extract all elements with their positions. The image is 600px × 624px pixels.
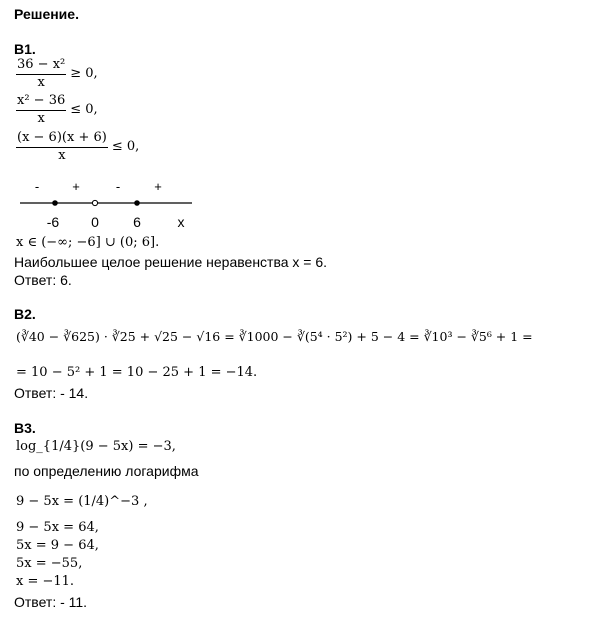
- b1-answer: Ответ: 6.: [14, 272, 72, 288]
- b3-line3: 9 − 5x = 64,: [16, 520, 99, 535]
- b1-line2-numerator: x² − 36: [16, 94, 66, 111]
- b1-line2-denominator: x: [37, 110, 45, 126]
- axis-tick-0: 0: [91, 214, 99, 230]
- axis-var-label: x: [177, 214, 185, 230]
- axis-point-6: [134, 200, 140, 206]
- b3-line1: log_{1/4}(9 − 5x) = −3,: [16, 439, 176, 454]
- b3-title: B3.: [14, 420, 36, 436]
- b1-title: B1.: [14, 41, 36, 57]
- b1-line2-relation: ≤ 0,: [70, 101, 98, 117]
- b1-line2: [16, 94, 98, 127]
- b3-line2: 9 − 5x = (1/4)^−3 ,: [16, 494, 148, 509]
- axis-tick-minus-6: -6: [46, 214, 60, 230]
- b1-line3-denominator: x: [58, 147, 66, 163]
- b3-line5: 5x = −55,: [16, 556, 83, 571]
- b1-line1-numerator: 36 − x²: [16, 58, 66, 75]
- axis-tick-6: 6: [133, 214, 141, 230]
- b2-line1: (∛40 − ∛625) · ∛25 + √25 − √16 = ∛1000 − ∛(5⁴ · 5²) + 5 − 4 = ∛10³ − ∛5⁶ + 1 =: [16, 329, 533, 344]
- b1-number-line: [0, 180, 220, 232]
- b1-line1-denominator: x: [37, 74, 45, 90]
- b1-line1-fraction: [16, 58, 66, 91]
- axis-point-minus-6: [52, 200, 58, 206]
- b1-line1: [16, 58, 98, 91]
- axis-sign-4: +: [154, 180, 162, 194]
- b1-line3-fraction: [16, 131, 108, 164]
- axis-point-0: [92, 200, 97, 205]
- b3-line4: 5x = 9 − 64,: [16, 538, 99, 553]
- b1-line1-relation: ≥ 0,: [70, 65, 98, 81]
- page-heading: Решение.: [14, 6, 79, 22]
- b2-title: B2.: [14, 306, 36, 322]
- b1-line3: [16, 131, 139, 164]
- b1-text1: Наибольшее целое решение неравенства x = 6.: [14, 254, 328, 270]
- b2-line2: = 10 − 5² + 1 = 10 − 25 + 1 = −14.: [16, 365, 258, 380]
- b1-line3-numerator: (x − 6)(x + 6): [16, 131, 108, 148]
- b1-line3-relation: ≤ 0,: [111, 138, 140, 154]
- axis-sign-3: -: [115, 180, 121, 194]
- b3-text1: по определению логарифма: [14, 463, 199, 479]
- b1-interval: x ∈ (−∞; −6] ∪ (0; 6].: [16, 235, 160, 250]
- b1-line2-fraction: [16, 94, 66, 127]
- b3-answer: Ответ: - 11.: [14, 594, 88, 610]
- axis-sign-2: +: [72, 180, 80, 194]
- b2-answer: Ответ: - 14.: [14, 385, 89, 401]
- b3-line6: x = −11.: [16, 574, 75, 589]
- axis-sign-1: -: [34, 180, 40, 194]
